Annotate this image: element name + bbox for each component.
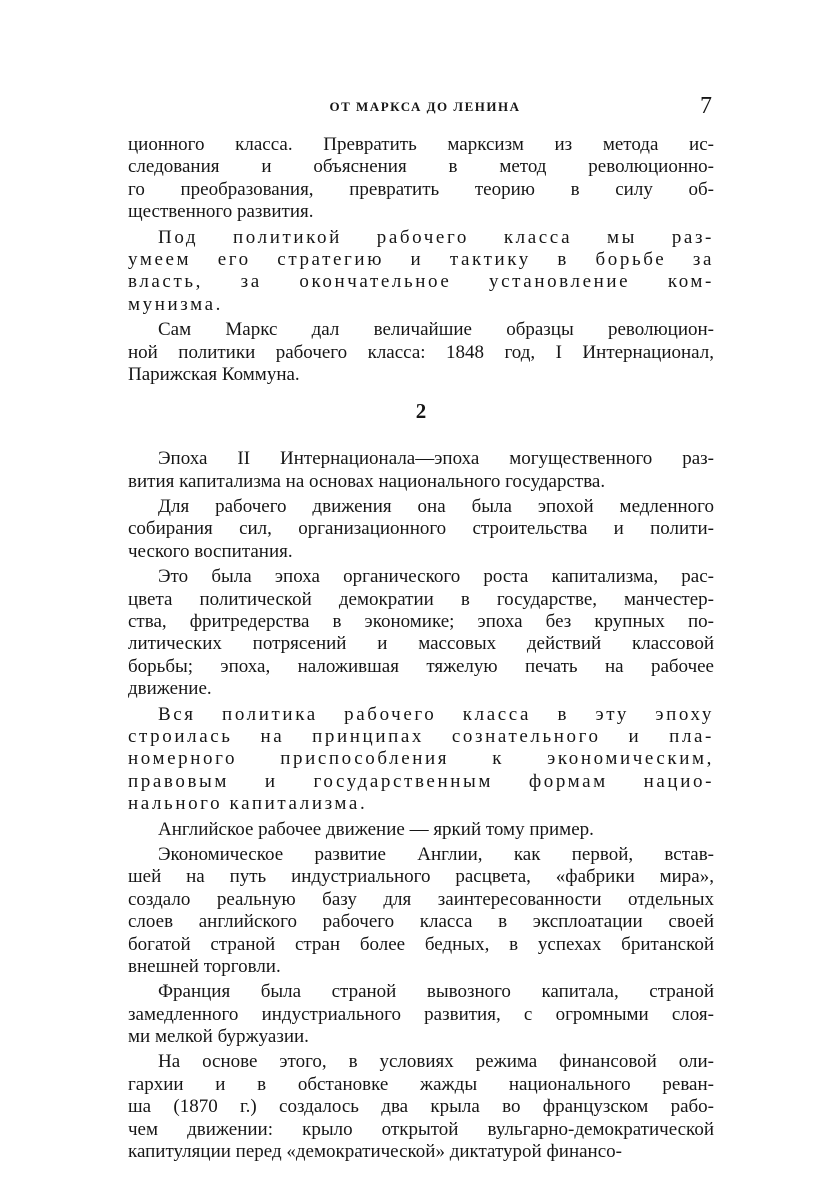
text-line: правовым и государственным формам нацио- bbox=[128, 770, 714, 792]
text-line: литических потрясений и массовых действий классовой bbox=[128, 633, 714, 655]
text-line: Для рабочего движения она была эпохой медленного bbox=[158, 496, 714, 518]
text-line: щественного развития. bbox=[128, 201, 314, 223]
text-line: нального капитализма. bbox=[128, 793, 368, 815]
text-line: Экономическое развитие Англии, как первой, встав- bbox=[158, 843, 714, 865]
text-line: ной политики рабочего класса: 1848 год, I Интернационал, bbox=[128, 341, 714, 363]
text-line: вития капитализма на основах национального государства. bbox=[128, 470, 606, 492]
text-line: власть, за окончательное установление ком- bbox=[128, 271, 714, 293]
text-line: Франция была страной вывозного капитала, страной bbox=[158, 981, 714, 1003]
text-line: богатой страной стран более бедных, в успехах британской bbox=[128, 933, 714, 955]
text-line: замедленного индустриального развития, с огромными слоя- bbox=[128, 1003, 714, 1025]
text-line: шей на путь индустриального расцвета, «фабрики мира», bbox=[128, 866, 714, 888]
text-line: цвета политической демократии в государстве, манчестер- bbox=[128, 588, 714, 610]
text-line: Сам Маркс дал величайшие образцы революцион- bbox=[158, 319, 714, 341]
running-title: ОТ МАРКСА ДО ЛЕНИНА bbox=[329, 99, 521, 114]
text-line: борьбы; эпоха, наложившая тяжелую печать на рабочее bbox=[128, 655, 714, 677]
text-line: ми мелкой буржуазии. bbox=[128, 1026, 309, 1048]
text-line: Эпоха II Интернационала—эпоха могущественного раз- bbox=[158, 448, 714, 470]
text-line: номерного приспособления к экономическим, bbox=[128, 748, 714, 770]
text-line: чем движении: крыло открытой вульгарно-демократической bbox=[128, 1118, 714, 1140]
text-line: строилась на принципах сознательного и пла- bbox=[128, 725, 714, 747]
text-line: На основе этого, в условиях режима финансовой оли- bbox=[158, 1051, 714, 1073]
body-text bbox=[128, 134, 714, 1163]
page-header bbox=[128, 95, 722, 123]
text-line: Английское рабочее движение — яркий тому пример. bbox=[158, 818, 594, 840]
section-number: 2 bbox=[415, 399, 427, 424]
text-line: гархии и в обстановке жажды национального реван- bbox=[128, 1073, 714, 1095]
text-line: слоев английского рабочего класса в эксплоатации своей bbox=[128, 911, 714, 933]
text-line: го преобразования, превратить теорию в силу об- bbox=[128, 178, 714, 200]
text-line: следования и объяснения в метод революционно- bbox=[128, 156, 714, 178]
text-line: создало реальную базу для заинтересованности отдельных bbox=[128, 888, 714, 910]
text-line: ства, фритредерства в экономике; эпоха без крупных по- bbox=[128, 611, 714, 633]
text-line: ша (1870 г.) создалось два крыла во французском рабо- bbox=[128, 1096, 714, 1118]
text-line: умеем его стратегию и тактику в борьбе за bbox=[128, 248, 714, 270]
text-line: Парижская Коммуна. bbox=[128, 363, 300, 385]
text-line: Вся политика рабочего класса в эту эпоху bbox=[158, 703, 714, 725]
text-line: внешней торговли. bbox=[128, 955, 281, 977]
page-number: 7 bbox=[700, 93, 712, 119]
text-line: ческого воспитания. bbox=[128, 540, 293, 562]
text-line: собирания сил, организационного строительства и полити- bbox=[128, 518, 714, 540]
text-line: Под политикой рабочего класса мы раз- bbox=[158, 226, 714, 248]
text-line: движение. bbox=[128, 678, 212, 700]
text-line: ционного класса. Превратить марксизм из метода ис- bbox=[128, 134, 714, 155]
text-line: капитуляции перед «демократической» диктатурой финансо- bbox=[128, 1141, 622, 1163]
text-line: Это была эпоха органического роста капитализма, рас- bbox=[158, 566, 714, 588]
text-line: мунизма. bbox=[128, 293, 223, 315]
